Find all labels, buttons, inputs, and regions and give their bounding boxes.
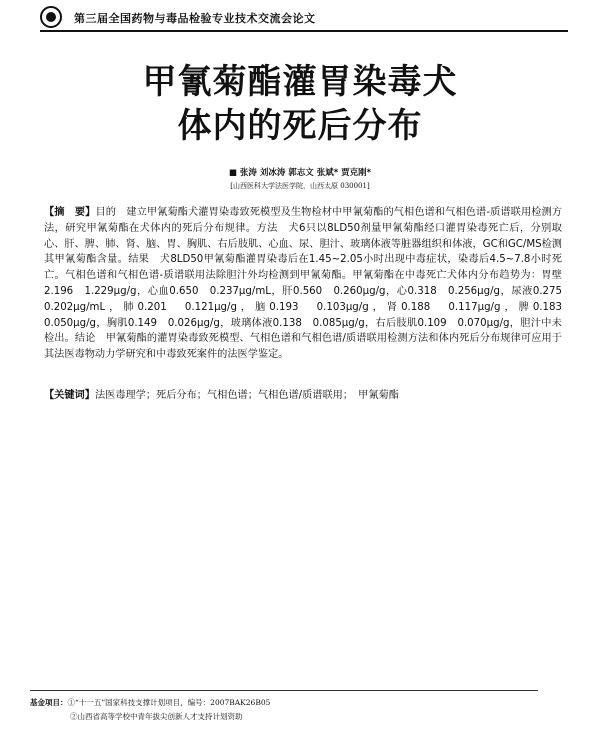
- paper-title: [80, 60, 520, 148]
- header-rule: [40, 30, 568, 32]
- keywords: [44, 388, 562, 403]
- journal-name: 第三届全国药物与毒品检验专业技术交流会论文: [74, 12, 316, 25]
- author-list: ■ 张涛 刘冰涛 郭志文 张斌* 贾克刚*: [228, 168, 372, 178]
- affiliation: [山西医科大学法医学院，山西太原 030001]: [230, 182, 370, 190]
- title-line-1: 甲氰菊酯灌胃染毒犬: [142, 62, 458, 102]
- abstract-label: 【摘 要】: [44, 207, 96, 218]
- running-header: [40, 6, 568, 30]
- funding-line-2: ②山西省高等学校中青年拔尖创新人才支持计划资助: [70, 712, 243, 721]
- funding-line-1: ①“十一五”国家科技支撑计划项目，编号：2007BAK26B05: [67, 698, 271, 707]
- footnote-rule: [30, 690, 538, 691]
- conference-logo-icon: [40, 6, 62, 28]
- title-line-2: 体内的死后分布: [177, 106, 423, 146]
- abstract: [44, 205, 573, 363]
- keywords-text: 法医毒理学；死后分布；气相色谱；气相色谱/质谱联用； 甲氰菊酯: [94, 390, 399, 401]
- abstract-text: 目的 建立甲氰菊酯犬灌胃染毒致死模型及生物检材中甲氰菊酯的气相色谱和气相色谱-质谱联用检测方法，研究甲氰菊酯在犬体内的死后分布规律。方法 犬6只以8LD50剂量甲氰菊酯经口灌胃染毒死亡后，分别取心、肝、脾、肺、肾、脑、胃、胸肌、右后肢肌、心血、尿、胆汁、玻璃体液等脏器组织和体液，GC和GC/MS检测其甲氰菊酯含量。结果 犬8LD50甲氰菊酯灌胃染毒后在1.45~2.05小时出现中毒症状，染毒后4.5~7.8小时死亡。气相色谱和气相色谱-质谱联用法除胆汁外均检测到甲氰菊酯。甲氰菊酯在中毒死亡犬体内分布趋势为：胃壁2.196 1.229μg/g，心血0.650 0.237μg/mL，肝0.560 0.260μg/g，心0.318 0.256μg/g，尿液0.275 0.202μg/mL，肺0.201 0.121μg/g，脑0.193 0.103μg/g，肾0.188 0.117μg/g，脾0.183 0.050μg/g，胸肌0.149 0.026μg/g，玻璃体液0.138 0.085μg/g，右后肢肌0.109 0.070μg/g，胆汁中未检出。结论 甲氰菊酯的灌胃染毒致死模型、气相色谱和气相色谱/质谱联用检测方法和体内死后分布规律可应用于其法医毒物动力学研究和中毒致死案件的法医学鉴定。: [44, 207, 573, 361]
- footnotes: [30, 696, 570, 724]
- keywords-label: 【关键词】: [44, 390, 95, 401]
- funding-label: 基金项目：: [30, 698, 68, 707]
